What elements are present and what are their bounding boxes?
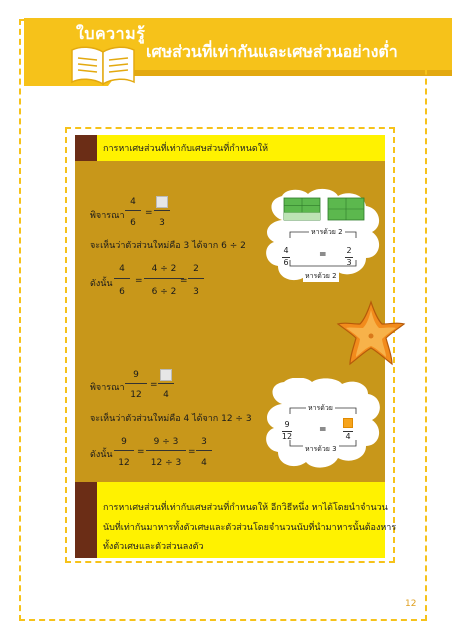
ex2-a-den: 12 (118, 458, 130, 468)
ex1-b-num: 4 ÷ 2 (151, 264, 177, 274)
ex2-c-num: 3 (201, 437, 207, 447)
ex1-blank-box (156, 196, 168, 208)
ex2-so-label: ดังนั้น (90, 450, 113, 460)
ex2-blank-box (160, 369, 172, 381)
cloud2-right-den: 4 (345, 432, 351, 441)
ex1-so-label: ดังนั้น (90, 279, 113, 289)
ex2-consider-label: พิจารณา (90, 383, 125, 393)
ex1-eq-b: = (180, 276, 188, 286)
ex1-b-bar (144, 278, 184, 279)
cloud1-right-num: 2 (346, 246, 352, 255)
cloud1-bottom-label: หารด้วย 2 (305, 272, 337, 280)
ex1-den: 6 (130, 218, 136, 228)
page-title: เศษส่วนที่เท่ากันและเศษส่วนอย่างต่ำ (146, 42, 398, 61)
ex2-eq-a: = (137, 447, 145, 457)
ex2-fraction-bar (125, 383, 147, 384)
cloud2-equals: = (319, 425, 327, 435)
ex1-den2: 3 (159, 218, 165, 228)
ex2-num: 9 (133, 370, 139, 380)
section-title: การหาเศษส่วนที่เท่ากับเศษส่วนที่กำหนดให้ (103, 144, 269, 154)
ex1-equals: = (145, 208, 153, 218)
ex1-note: จะเห็นว่าตัวส่วนใหม่คือ 3 ได้จาก 6 ÷ 2 (90, 241, 246, 251)
ex2-a-num: 9 (121, 437, 127, 447)
accent-bar (75, 135, 97, 161)
ex1-consider-label: พิจารณา (90, 211, 125, 221)
ex1-b-den: 6 ÷ 2 (151, 287, 177, 297)
header-badge: ใบความรู้ (76, 24, 146, 43)
starfish-icon (336, 300, 406, 366)
ex2-c-bar (196, 450, 212, 451)
cloud1-right-den: 3 (346, 258, 352, 267)
ex2-b-den: 12 ÷ 3 (150, 458, 182, 468)
ex1-a-num: 4 (119, 264, 125, 274)
ex1-num: 4 (130, 197, 136, 207)
ex1-eq-a: = (135, 276, 143, 286)
ex2-equals: = (150, 380, 158, 390)
summary-line-3: ทั้งตัวเศษและตัวส่วนลงตัว (103, 542, 204, 552)
cloud2-left-den: 12 (281, 432, 293, 441)
cloud1-equals: = (319, 250, 327, 260)
ex2-den: 12 (130, 390, 142, 400)
section-title-box (75, 135, 385, 161)
ex2-b-num: 9 ÷ 3 (153, 437, 179, 447)
cloud1-left-den: 6 (283, 258, 289, 267)
summary-box (75, 482, 397, 558)
summary-line-1: การหาเศษส่วนที่เท่ากับเศษส่วนที่กำหนดให้ อีกวิธีหนึ่ง หาได้โดยนำจำนวน (103, 503, 388, 513)
ex1-c-bar (188, 278, 204, 279)
ex1-fraction-bar-2 (154, 210, 170, 211)
ex2-den2: 4 (163, 390, 169, 400)
ex2-a-bar (114, 450, 134, 451)
ex1-c-num: 2 (193, 264, 199, 274)
cloud2-bottom-label: หารด้วย 3 (305, 445, 337, 453)
ex2-note: จะเห็นว่าตัวส่วนใหม่คือ 4 ได้จาก 12 ÷ 3 (90, 414, 252, 424)
ex1-fraction-bar (125, 210, 141, 211)
summary-line-2: นับที่เท่ากันมาหารทั้งตัวเศษและตัวส่วนโดยจำนวนนับที่นำมาหารนั้นต้องหาร (103, 523, 397, 533)
cloud1-left-num: 4 (283, 246, 289, 255)
cloud1-top-label: หารด้วย 2 (311, 228, 343, 236)
ex1-a-den: 6 (119, 287, 125, 297)
page-number: 12 (405, 599, 417, 609)
ex2-eq-b: = (188, 447, 196, 457)
cloud2-left-num: 9 (284, 420, 290, 429)
cloud2-blank-box (343, 418, 353, 428)
ex1-a-bar (114, 278, 130, 279)
accent-bar-footer (75, 482, 97, 558)
ex2-b-bar (146, 450, 186, 451)
ex2-fraction-bar-2 (158, 383, 174, 384)
ex1-c-den: 3 (193, 287, 199, 297)
ex2-c-den: 4 (201, 458, 207, 468)
cloud2-top-label: หารด้วย (308, 404, 333, 412)
